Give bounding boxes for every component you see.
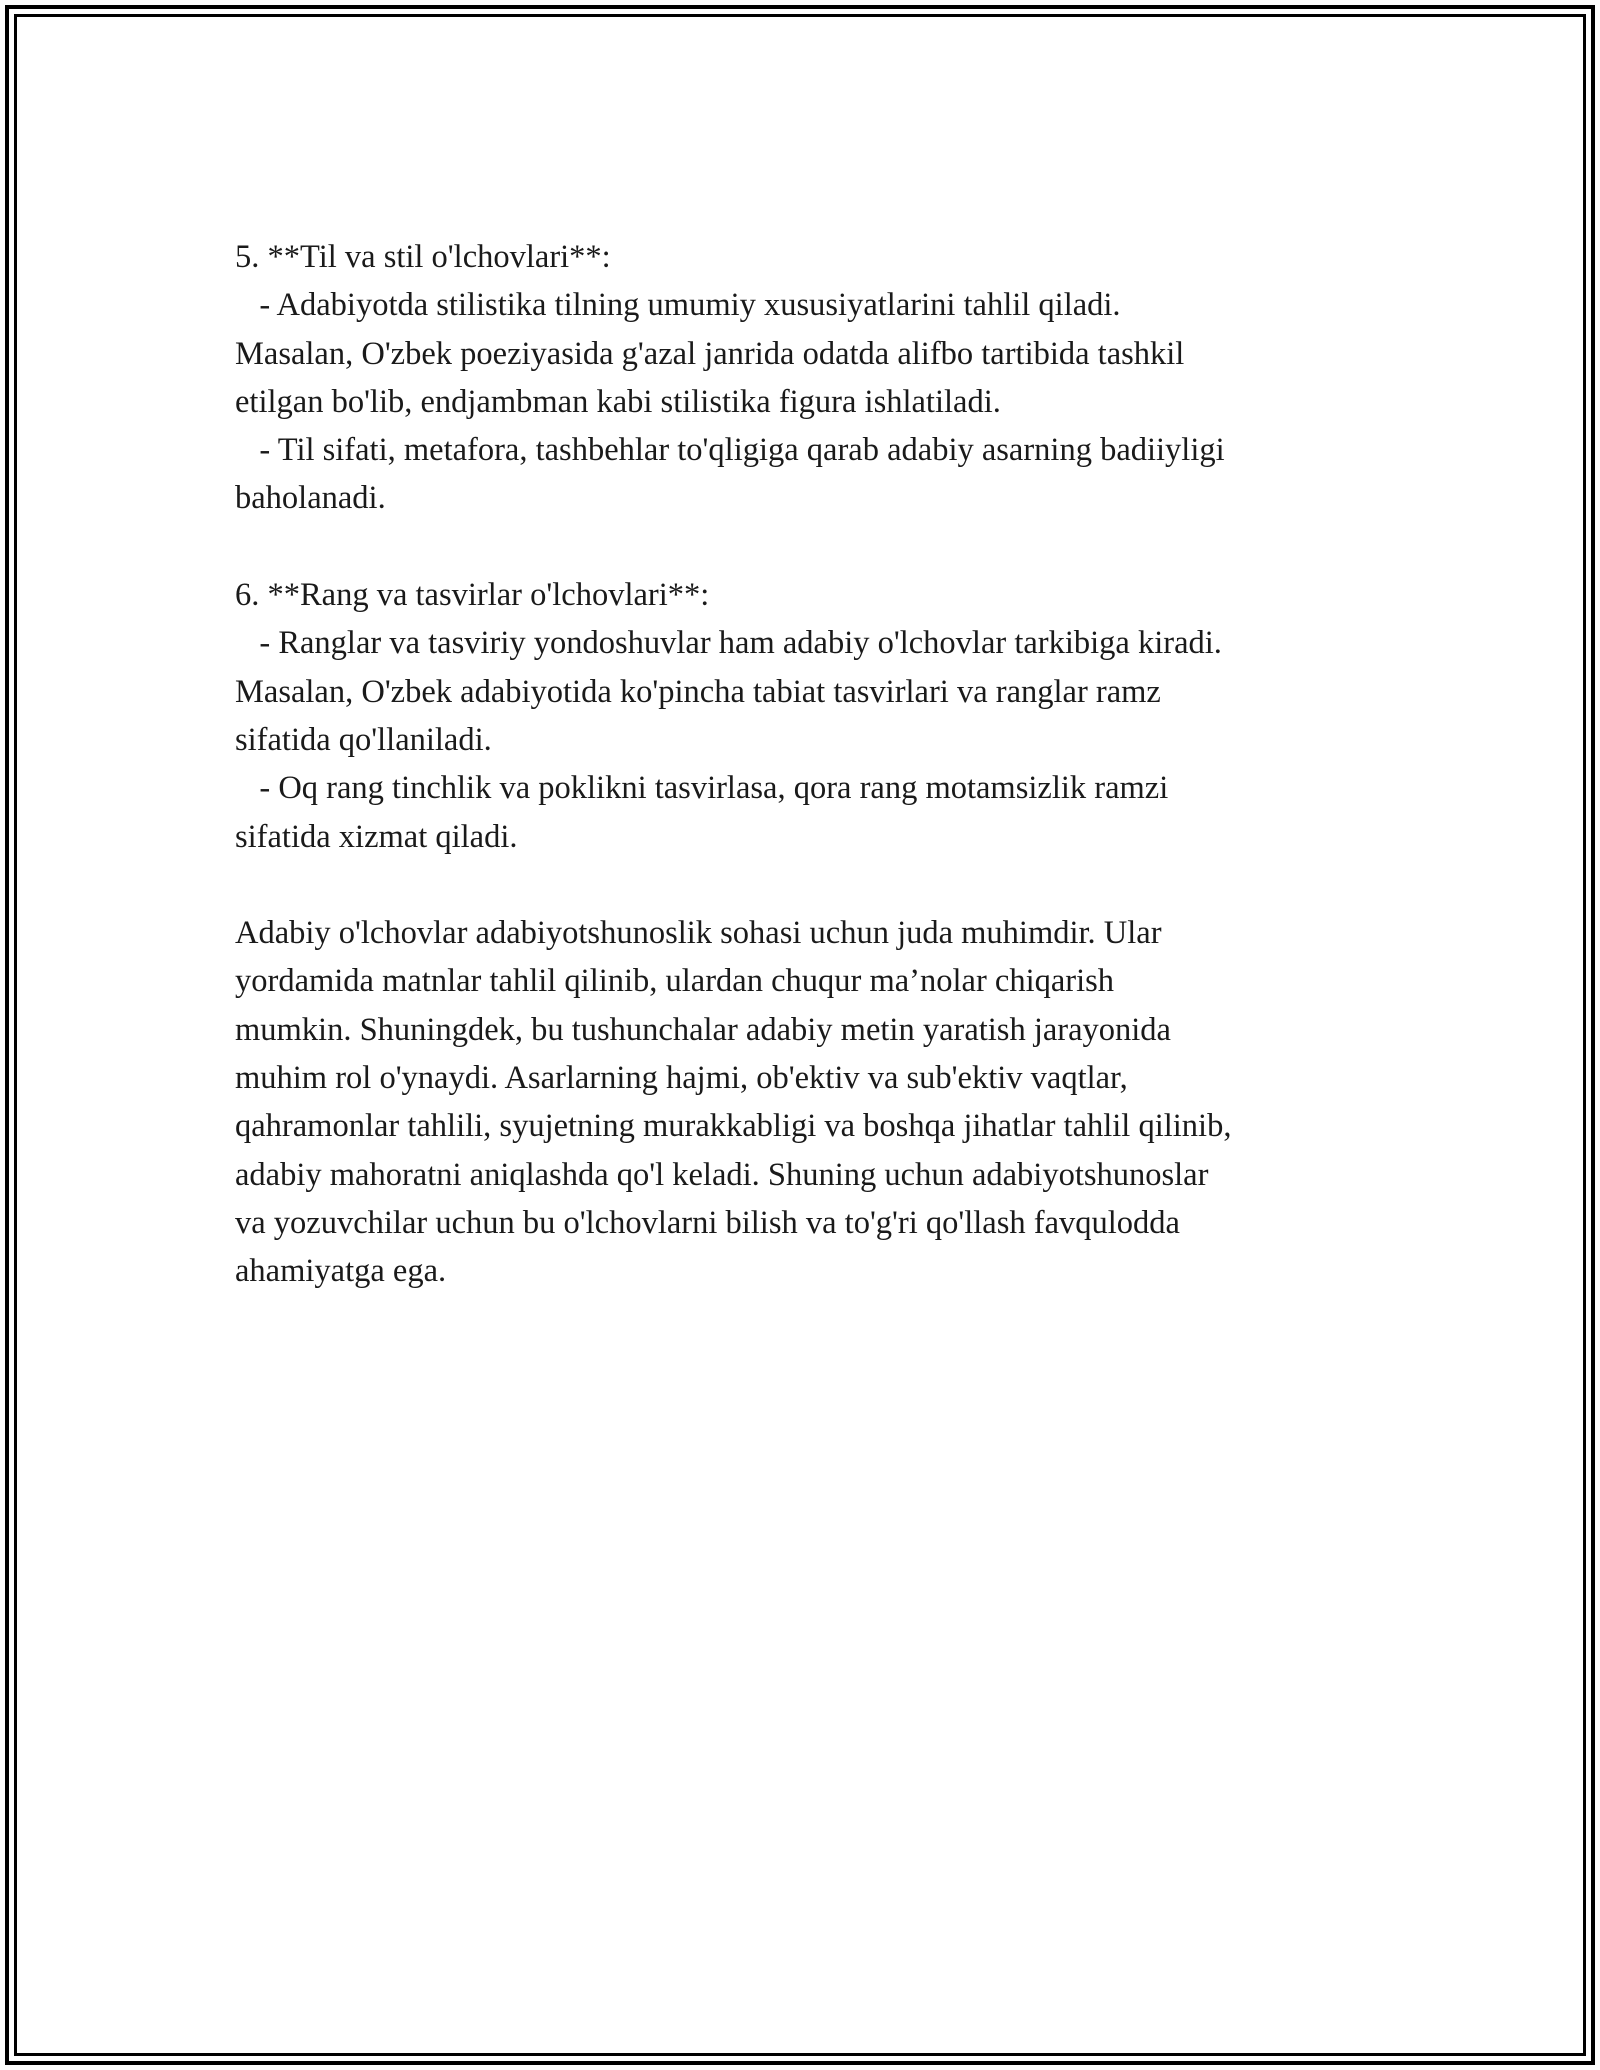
section-5-bullet-1-line-3: etilgan bo'lib, endjambman kabi stilistika figura ishlatiladi. bbox=[235, 383, 1001, 420]
conclusion-line-2: yordamida matnlar tahlil qilinib, ulardan chuqur ma’nolar chiqarish bbox=[235, 963, 1115, 1000]
section-6 bbox=[235, 571, 1375, 861]
section-5-bullet-1-line-2: Masalan, O'zbek poeziyasida g'azal janrida odatda alifbo tartibida tashkil bbox=[235, 335, 1185, 372]
conclusion-line-7: va yozuvchilar uchun bu o'lchovlarni bilish va to'g'ri qo'llash favqulodda bbox=[235, 1204, 1180, 1241]
section-6-bullet-1-line-2: Masalan, O'zbek adabiyotida ko'pincha tabiat tasvirlari va ranglar ramz bbox=[235, 673, 1161, 710]
section-6-bullet-2-line-2: sifatida xizmat qiladi. bbox=[235, 818, 518, 855]
section-6-heading: 6. **Rang va tasvirlar o'lchovlari**: bbox=[235, 577, 710, 614]
paragraph-gap bbox=[235, 523, 1375, 571]
section-6-bullet-1-line-3: sifatida qo'llaniladi. bbox=[235, 721, 492, 758]
conclusion-line-8: ahamiyatga ega. bbox=[235, 1253, 447, 1290]
section-6-bullet-2-line-1: - Oq rang tinchlik va poklikni tasvirlasa, qora rang motamsizlik ramzi bbox=[235, 770, 1169, 807]
section-5-bullet-1-line-1: - Adabiyotda stilistika tilning umumiy xususiyatlarini tahlil qiladi. bbox=[235, 287, 1121, 324]
section-5-heading: 5. **Til va stil o'lchovlari**: bbox=[235, 239, 611, 275]
section-5-bullet-2-line-1: - Til sifati, metafora, tashbehlar to'qligiga qarab adabiy asarning badiiyligi bbox=[235, 432, 1225, 469]
conclusion-paragraph bbox=[235, 909, 1375, 1295]
section-6-bullet-1-line-1: - Ranglar va tasviriy yondoshuvlar ham adabiy o'lchovlar tarkibiga kiradi. bbox=[235, 625, 1222, 662]
conclusion-line-5: qahramonlar tahlili, syujetning murakkabligi va boshqa jihatlar tahlil qilinib, bbox=[235, 1108, 1232, 1145]
conclusion-line-4: muhim rol o'ynaydi. Asarlarning hajmi, ob'ektiv va sub'ektiv vaqtlar, bbox=[235, 1060, 1128, 1097]
paragraph-gap bbox=[235, 861, 1375, 909]
section-5 bbox=[235, 233, 1375, 523]
conclusion-line-1: Adabiy o'lchovlar adabiyotshunoslik sohasi uchun juda muhimdir. Ular bbox=[235, 915, 1162, 952]
conclusion-line-6: adabiy mahoratni aniqlashda qo'l keladi. Shuning uchun adabiyotshunoslar bbox=[235, 1156, 1209, 1193]
document-body bbox=[235, 233, 1375, 1296]
conclusion-line-3: mumkin. Shuningdek, bu tushunchalar adabiy metin yaratish jarayonida bbox=[235, 1011, 1171, 1048]
section-5-bullet-2-line-2: baholanadi. bbox=[235, 480, 386, 517]
